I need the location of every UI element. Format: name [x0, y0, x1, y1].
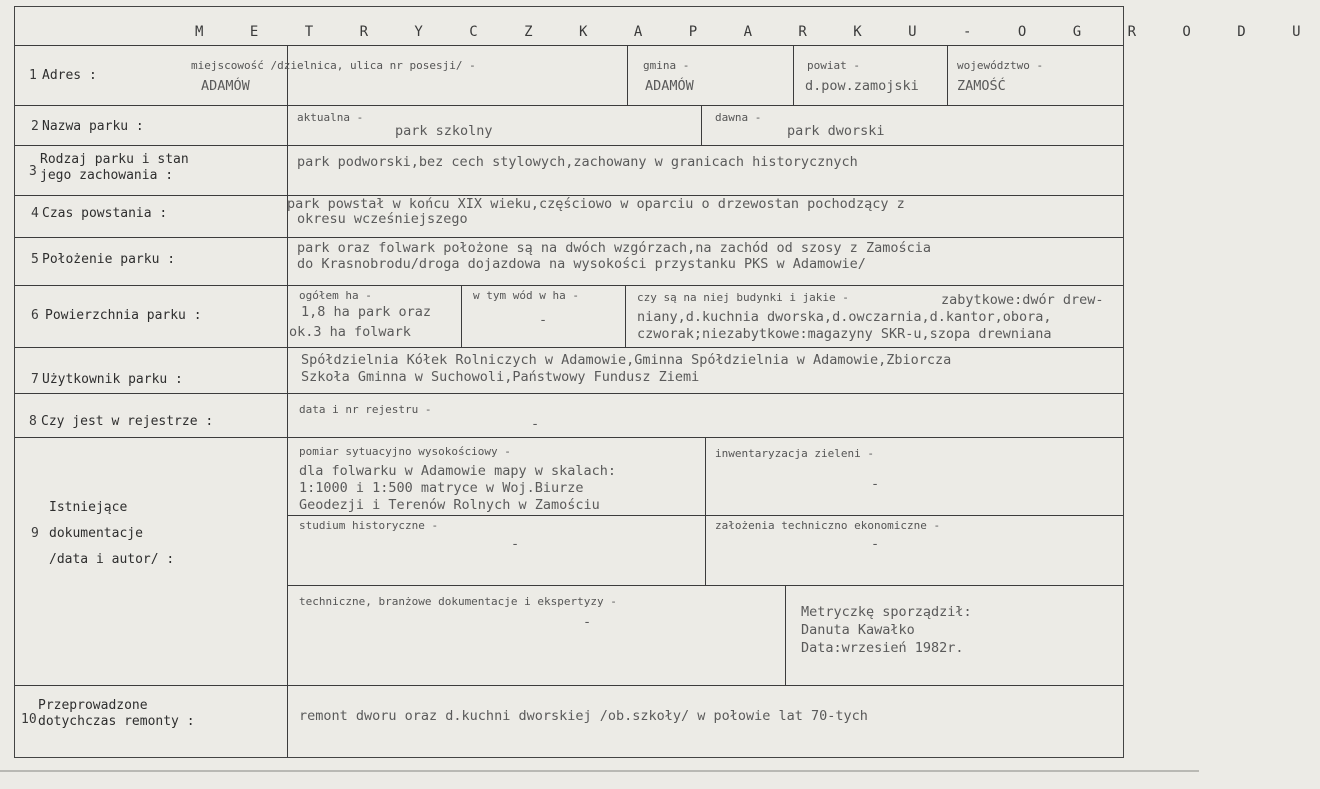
- row-number: 10: [21, 712, 37, 727]
- row-number: 4: [31, 206, 39, 221]
- field-value-pomiar-line-2: 1:1000 i 1:500 matryce w Woj.Biurze: [299, 480, 584, 496]
- field-value-woda: -: [539, 312, 548, 328]
- field-value-budynki-line-3: czworak;niezabytkowe:magazyny SKR-u,szopa drewniana: [637, 326, 1052, 342]
- field-value-gmina: ADAMÓW: [645, 78, 694, 94]
- field-label-gmina: gmina -: [643, 59, 690, 72]
- field-label-miejscowosc: miejscowość /dzielnica, ulica nr posesji/ -: [191, 59, 476, 72]
- row-label: Położenie parku :: [42, 252, 176, 267]
- author-line-2: Danuta Kawałko: [801, 622, 915, 638]
- field-value-wojewodztwo: ZAMOŚĆ: [957, 78, 1006, 94]
- field-value-techniczne: -: [583, 614, 592, 630]
- row-label: Adres :: [42, 68, 97, 83]
- row-label: Czy jest w rejestrze :: [41, 414, 214, 429]
- row-value-line-1: park powstał w końcu XIX wieku,częściowo w oparciu o drzewostan pochodzący z: [287, 196, 905, 212]
- author-line-3: Data:wrzesień 1982r.: [801, 640, 964, 656]
- field-label-wojewodztwo: województwo -: [957, 59, 1044, 72]
- field-value-pomiar-line-1: dla folwarku w Adamowie mapy w skalach:: [299, 463, 616, 479]
- author-line-1: Metryczkę sporządził:: [801, 604, 972, 620]
- row-label: Użytkownik parku :: [42, 372, 183, 387]
- field-value-budynki-line-2: niany,d.kuchnia dworska,d.owczarnia,d.kantor,obora,: [637, 309, 1052, 325]
- form-title: M E T R Y C Z K A P A R K U - O G R O D U: [195, 24, 1320, 40]
- row-number: 9: [31, 526, 39, 541]
- field-value-zalozenia: -: [871, 536, 880, 552]
- field-value-rejestr: -: [531, 416, 540, 432]
- row-label-line-1: Istniejące: [49, 500, 128, 515]
- row-number: 7: [31, 372, 39, 387]
- row-number: 8: [29, 414, 37, 429]
- row-label-line-2: dotychczas remonty :: [38, 714, 195, 729]
- field-label-studium: studium historyczne -: [299, 519, 439, 532]
- field-label-techniczne: techniczne, branżowe dokumentacje i ekspertyzy -: [299, 595, 617, 608]
- field-label-dawna: dawna -: [715, 111, 762, 124]
- row-number: 2: [31, 119, 39, 134]
- row-label-line-2: jego zachowania :: [40, 168, 174, 183]
- field-label-aktualna: aktualna -: [297, 111, 364, 124]
- row-number: 6: [31, 308, 39, 323]
- field-value-budynki-line-1: zabytkowe:dwór drew-: [941, 292, 1104, 308]
- field-value-ogolem-line-2: ok.3 ha folwark: [289, 324, 411, 340]
- field-label-ogolem: ogółem ha -: [299, 289, 372, 302]
- row-value-line-2: Szkoła Gminna w Suchowoli,Państwowy Fundusz Ziemi: [301, 369, 700, 385]
- row-value-line-2: do Krasnobrodu/droga dojazdowa na wysokości przystanku PKS w Adamowie/: [297, 256, 866, 272]
- row-label-line-2: dokumentacje: [49, 526, 143, 541]
- field-value-pomiar-line-3: Geodezji i Terenów Rolnych w Zamościu: [299, 497, 600, 513]
- field-value-miejscowosc: ADAMÓW: [201, 78, 250, 94]
- row-label-line-3: /data i autor/ :: [49, 552, 175, 567]
- row-label: Powierzchnia parku :: [45, 308, 202, 323]
- row-value-line-2: okresu wcześniejszego: [297, 211, 468, 227]
- field-value-inwentaryzacja: -: [871, 476, 880, 492]
- row-value-line-1: Spółdzielnia Kółek Rolniczych w Adamowie,Gminna Spółdzielnia w Adamowie,Zbiorcza: [301, 352, 952, 368]
- row-number: 3: [29, 164, 37, 179]
- row-number: 5: [31, 252, 39, 267]
- row-label-line-1: Rodzaj parku i stan: [40, 152, 189, 167]
- row-number: 1: [29, 68, 37, 83]
- field-label-pomiar: pomiar sytuacyjno wysokościowy -: [299, 445, 511, 458]
- page-edge-rule: [0, 770, 1199, 772]
- row-label: Nazwa parku :: [42, 119, 144, 134]
- row-value: remont dworu oraz d.kuchni dworskiej /ob.szkoły/ w połowie lat 70-tych: [299, 708, 868, 724]
- field-label-budynki: czy są na niej budynki i jakie -: [637, 291, 849, 304]
- field-label-rejestr: data i nr rejestru -: [299, 403, 432, 416]
- field-value-aktualna: park szkolny: [395, 123, 493, 139]
- field-value-dawna: park dworski: [787, 123, 885, 139]
- field-label-inwentaryzacja: inwentaryzacja zieleni -: [715, 447, 874, 460]
- row-label: Czas powstania :: [42, 206, 168, 221]
- row-label-line-1: Przeprowadzone: [38, 698, 148, 713]
- row-value-line-1: park oraz folwark położone są na dwóch wzgórzach,na zachód od szosy z Zamościa: [297, 240, 931, 256]
- field-value-studium: -: [511, 536, 520, 552]
- field-label-woda: w tym wód w ha -: [473, 289, 579, 302]
- field-label-zalozenia: założenia techniczno ekonomiczne -: [715, 519, 941, 532]
- park-record-form: [14, 6, 1320, 758]
- field-value-powiat: d.pow.zamojski: [805, 78, 919, 94]
- field-value-ogolem-line-1: 1,8 ha park oraz: [301, 304, 432, 320]
- row-value: park podworski,bez cech stylowych,zachowany w granicach historycznych: [297, 154, 858, 170]
- field-label-powiat: powiat -: [807, 59, 860, 72]
